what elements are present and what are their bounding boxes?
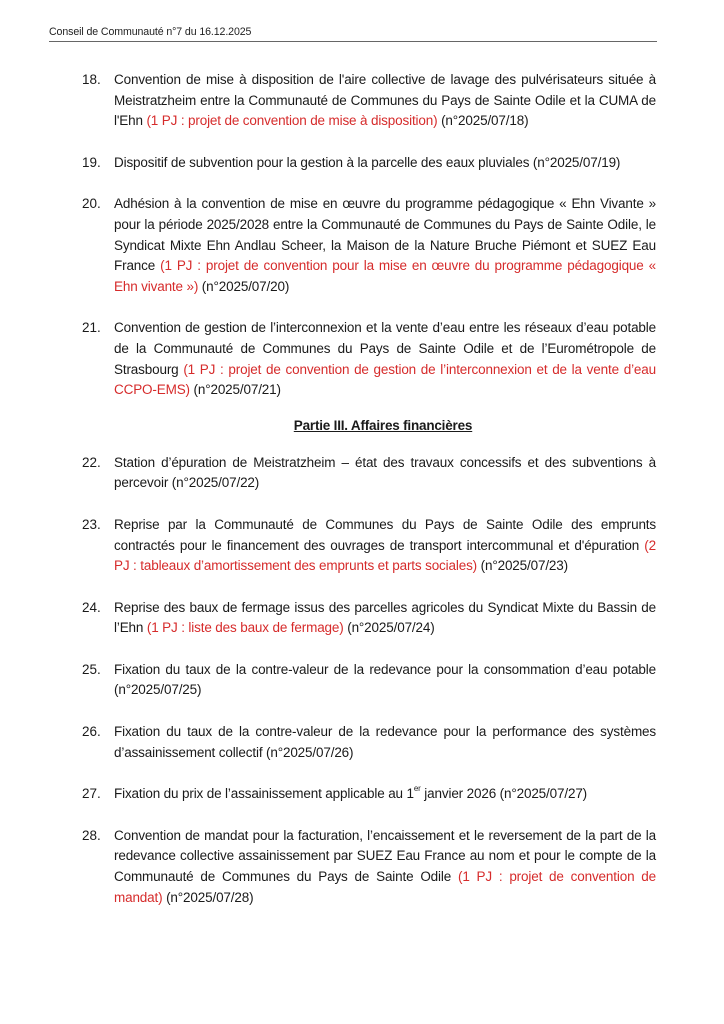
agenda-item-21 xyxy=(82,318,656,400)
agenda-item-24 xyxy=(82,598,656,639)
agenda-item-20 xyxy=(82,194,656,297)
item-text: Reprise par la Communauté de Communes du Pays de Sainte Odile des emprunts contractés pour le financement des ouvrages de transport intercommunal et d'épuration xyxy=(114,516,656,553)
item-number: 19. xyxy=(82,154,101,170)
item-number: 23. xyxy=(82,516,101,532)
agenda-item-22 xyxy=(82,453,656,494)
item-text: Adhésion à la convention de mise en œuvre du programme pédagogique « Ehn Vivante » pour la période 2025/2028 entre la Communauté de Communes du Pays de Sainte Odile, le Syndicat Mixte Ehn Andlau Scheer, la Maison de la Nature Bruche Piémont et SUEZ Eau France xyxy=(114,196,656,274)
item-attachment: (1 PJ : projet de convention de mandat) xyxy=(114,869,656,905)
item-attachment: (1 PJ : projet de convention pour la mise en œuvre du programme pédagogique « Ehn vivante ») xyxy=(114,258,656,294)
page-header xyxy=(49,26,657,42)
item-attachment: (1 PJ : projet de convention de mise à disposition) xyxy=(146,113,438,129)
item-text: Fixation du taux de la contre-valeur de la redevance pour la consommation d’eau potable (n°2025/07/25) xyxy=(114,661,656,698)
item-text: Reprise des baux de fermage issus des parcelles agricoles du Syndicat Mixte du Bassin de l’Ehn xyxy=(114,599,656,636)
agenda-item-27 xyxy=(82,784,656,805)
agenda-item-18 xyxy=(82,70,656,132)
item-attachment: (2 PJ : tableaux d’amortissement des emprunts et parts sociales) xyxy=(114,537,656,574)
item-ref: (n°2025/07/24) xyxy=(343,620,435,636)
item-number: 25. xyxy=(82,661,101,677)
header-rule xyxy=(49,41,657,42)
item-number: 26. xyxy=(82,724,101,740)
item-text: Fixation du prix de l’assainissement applicable au 1 xyxy=(114,786,414,802)
item-number: 22. xyxy=(82,454,101,470)
item-attachment: (1 PJ : liste des baux de fermage) xyxy=(146,620,344,636)
item-ref: (n°2025/07/23) xyxy=(477,558,568,574)
item-number: 27. xyxy=(82,786,101,802)
item-text: Convention de mise à disposition de l'aire collective de lavage des pulvérisateurs située à Meistratzheim entre la Communauté de Communes du Pays de Sainte Odile et la CUMA de l'Ehn xyxy=(114,72,656,129)
ordinal-superscript: er xyxy=(413,784,421,794)
item-text: Convention de mandat pour la facturation, l’encaissement et le reversement de la part de la redevance collective assainissement par SUEZ Eau France au nom et pour le compte de la Communauté de Communes du Pays de Sainte Odile xyxy=(114,827,656,885)
item-ref: (n°2025/07/20) xyxy=(198,278,290,294)
item-text: Dispositif de subvention pour la gestion à la parcelle des eaux pluviales (n°2025/07/19) xyxy=(114,154,621,170)
agenda-item-23 xyxy=(82,515,656,577)
item-ref: (n°2025/07/21) xyxy=(189,382,281,398)
agenda-item-28 xyxy=(82,826,656,908)
item-text: Station d’épuration de Meistratzheim – état des travaux concessifs et des subventions à percevoir (n°2025/07/22) xyxy=(114,454,656,491)
item-ref: (n°2025/07/28) xyxy=(162,889,254,905)
item-text: Fixation du taux de la contre-valeur de la redevance pour la performance des systèmes d’assainissement collectif (n°2025/07/26) xyxy=(114,724,656,760)
item-ref: (n°2025/07/18) xyxy=(437,113,529,129)
item-text: Convention de gestion de l’interconnexion et la vente d’eau entre les réseaux d’eau potable de la Communauté de Communes du Pays de Sainte Odile et de l’Eurométropole de Strasbourg xyxy=(114,320,656,377)
item-number: 21. xyxy=(82,320,101,336)
item-number: 18. xyxy=(82,72,101,87)
item-attachment: (1 PJ : projet de convention de gestion de l’interconnexion et de la vente d’eau CCPO-EMS) xyxy=(114,361,656,398)
item-number: 28. xyxy=(82,827,101,843)
agenda-item-26 xyxy=(82,722,656,763)
header-title: Conseil de Communauté n°7 du 16.12.2025 xyxy=(49,26,252,38)
agenda-item-19 xyxy=(82,153,656,174)
section-heading: Partie III. Affaires financières xyxy=(293,417,473,433)
item-text-after: janvier 2026 (n°2025/07/27) xyxy=(420,786,588,802)
agenda-item-25 xyxy=(82,660,656,701)
agenda-list xyxy=(82,70,656,929)
item-number: 20. xyxy=(82,196,101,212)
item-number: 24. xyxy=(82,599,101,615)
